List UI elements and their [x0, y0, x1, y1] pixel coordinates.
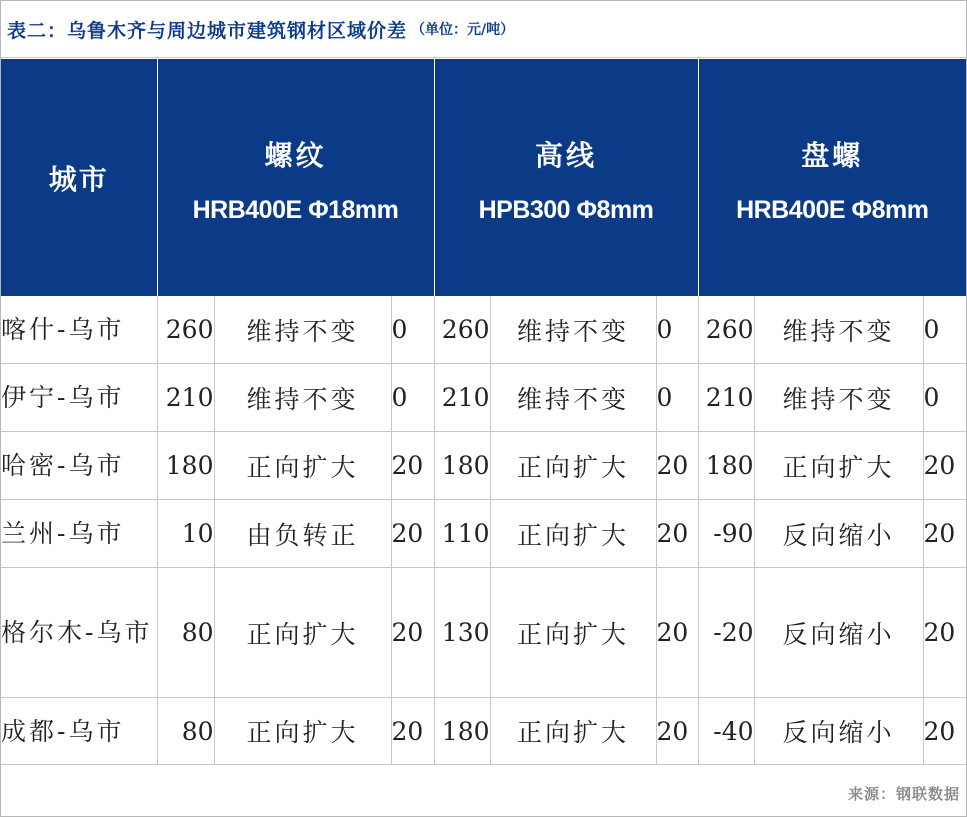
- table-row: [1, 364, 966, 432]
- table-row: [1, 500, 966, 568]
- spread-change: 20: [923, 568, 966, 698]
- table-row: [1, 568, 966, 698]
- spread-trend: 反向缩小: [754, 568, 923, 698]
- header-product-name: 螺纹: [264, 139, 327, 172]
- city-cell: 哈密-乌市: [1, 432, 157, 500]
- spread-value: 260: [157, 296, 214, 364]
- header-product-name: 盘螺: [801, 139, 864, 172]
- table-row: [1, 296, 966, 364]
- city-cell: 成都-乌市: [1, 698, 157, 765]
- spread-change: 20: [923, 432, 966, 500]
- spread-change: 20: [656, 698, 698, 765]
- table-row: [1, 698, 966, 765]
- spread-change: 20: [656, 568, 698, 698]
- spread-trend: 维持不变: [214, 296, 391, 364]
- spread-value: 180: [698, 432, 754, 500]
- spread-value: 210: [434, 364, 490, 432]
- spread-trend: 由负转正: [214, 500, 391, 568]
- spread-value: 260: [698, 296, 754, 364]
- spread-change: 20: [391, 432, 434, 500]
- spread-trend: 维持不变: [490, 364, 656, 432]
- header-product-spec: HRB400E Φ8mm: [736, 196, 929, 224]
- spread-change: 0: [391, 364, 434, 432]
- spread-trend: 正向扩大: [214, 432, 391, 500]
- header-product-name: 高线: [535, 139, 598, 172]
- city-cell: 兰州-乌市: [1, 500, 157, 568]
- spread-value: 210: [698, 364, 754, 432]
- spread-trend: 正向扩大: [214, 568, 391, 698]
- city-cell: 伊宁-乌市: [1, 364, 157, 432]
- spread-change: 20: [923, 698, 966, 765]
- table-title-row: [1, 1, 966, 58]
- spread-value: 180: [157, 432, 214, 500]
- spread-trend: 反向缩小: [754, 500, 923, 568]
- spread-trend: 正向扩大: [214, 698, 391, 765]
- spread-trend: 维持不变: [754, 296, 923, 364]
- spread-change: 20: [656, 432, 698, 500]
- table-row: [1, 432, 966, 500]
- table-unit: （单位：元/吨）: [411, 22, 515, 38]
- spread-trend: 正向扩大: [754, 432, 923, 500]
- header-product-spec: HRB400E Φ18mm: [192, 196, 399, 224]
- spread-change: 20: [391, 698, 434, 765]
- table-title: 表二：乌鲁木齐与周边城市建筑钢材区域价差: [7, 19, 408, 42]
- spread-change: 20: [391, 568, 434, 698]
- spread-change: 0: [923, 296, 966, 364]
- header-product-spec: HPB300 Φ8mm: [478, 196, 654, 224]
- spread-change: 20: [391, 500, 434, 568]
- spread-change: 0: [391, 296, 434, 364]
- spread-trend: 维持不变: [214, 364, 391, 432]
- spread-value: -40: [698, 698, 754, 765]
- header-wire-rod: [434, 59, 698, 296]
- spread-change: 20: [656, 500, 698, 568]
- spread-trend: 正向扩大: [490, 500, 656, 568]
- spread-value: 180: [434, 698, 490, 765]
- spread-change: 0: [656, 296, 698, 364]
- city-cell: 格尔木-乌市: [1, 568, 157, 698]
- spread-value: -90: [698, 500, 754, 568]
- spread-change: 0: [923, 364, 966, 432]
- price-spread-table: [1, 59, 966, 765]
- source-note: 来源：钢联数据: [847, 785, 960, 803]
- header-rebar: [157, 59, 434, 296]
- city-cell: 喀什-乌市: [1, 296, 157, 364]
- header-city: [1, 59, 157, 296]
- spread-trend: 维持不变: [754, 364, 923, 432]
- spread-trend: 反向缩小: [754, 698, 923, 765]
- spread-change: 0: [656, 364, 698, 432]
- spread-value: 210: [157, 364, 214, 432]
- spread-value: 110: [434, 500, 490, 568]
- spread-value: 260: [434, 296, 490, 364]
- header-row: [1, 59, 966, 296]
- header-coil-rebar: [698, 59, 966, 296]
- spread-value: 10: [157, 500, 214, 568]
- spread-trend: 正向扩大: [490, 698, 656, 765]
- spread-trend: 正向扩大: [490, 568, 656, 698]
- spread-value: 180: [434, 432, 490, 500]
- spread-value: 130: [434, 568, 490, 698]
- header-city-label: 城市: [48, 162, 109, 196]
- spread-trend: 正向扩大: [490, 432, 656, 500]
- spread-value: -20: [698, 568, 754, 698]
- spread-change: 20: [923, 500, 966, 568]
- spread-value: 80: [157, 698, 214, 765]
- spread-value: 80: [157, 568, 214, 698]
- spread-trend: 维持不变: [490, 296, 656, 364]
